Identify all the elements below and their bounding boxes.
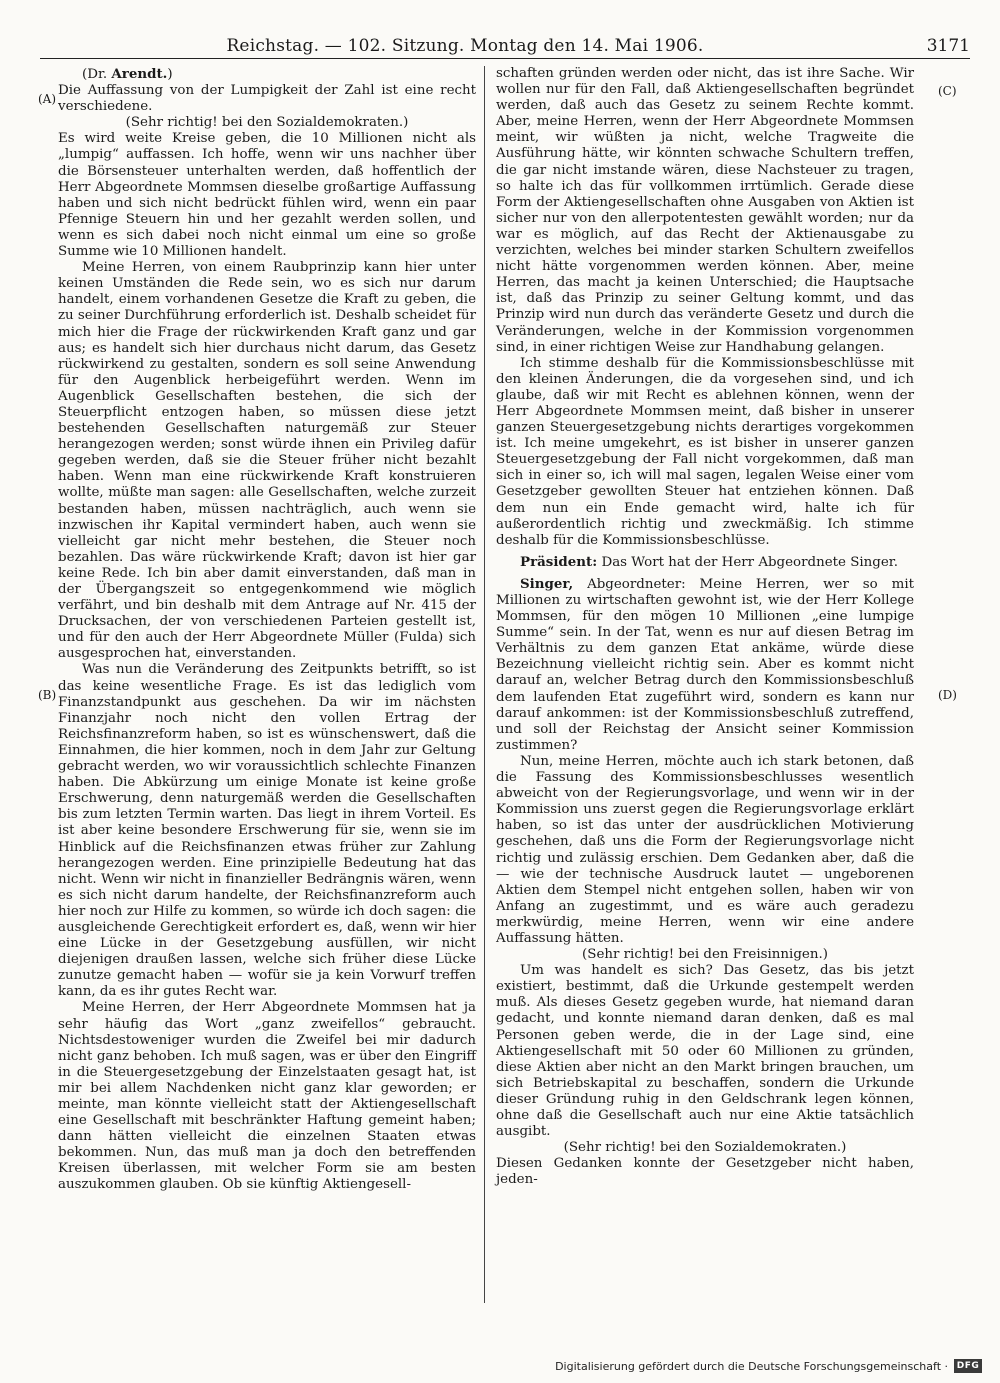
singer-text: Meine Herren, wer so mit Millionen zu wirtschaften gewohnt ist, wie der Herr Kollege Mommsen, für den mögen 10 Millionen „eine lumpige Summe“ sein. In der Tat, wenn es nur auf diesen Betrag im Verhältnis zu dem ganzen Etat ankäme, würde diese Bezeichnung vielleicht richtig sein. Aber es kommt nicht darauf an, welcher Betrag durch den Kommissionsbeschluß dem laufenden Etat zugeführt wird, sondern es kann nur darauf ankommen: ist der Kommissionsbeschluß zutreffend, und soll der Reichstag der Ansicht seiner Kommission zustimmen? [496,576,914,753]
speaker-tag-suffix: ) [167,67,173,82]
president-text: Das Wort hat der Herr Abgeordnete Singer. [601,554,898,570]
paragraph: Diesen Gedanken konnte der Gesetzgeber nicht haben, jeden- [496,1156,914,1188]
paragraph: Nun, meine Herren, möchte auch ich stark betonen, daß die Fassung des Kommissionsbeschlusses wesentlich abweicht von der Regierungsvorlage, und wenn wir in der Kommission uns zuerst gegen die Regierungsvorlage erklärt haben, so ist das unter der ausdrücklichen Motivierung geschehen, daß uns die Form der Regierungsvorlage nicht richtig und zulässig erschien. Dem Gedanken aber, daß die — wie der technische Ausdruck lautet — ungeborenen Aktien dem Stempel nicht entgehen sollen, haben wir von Anfang an zugestimmt, und es wäre auch geradezu merkwürdig, meine Herren, wenn wir eine andere Auffassung hätten. [496,753,914,946]
speaker-tag-prefix: (Dr. [82,67,108,82]
president-label: Präsident: [520,553,598,570]
interjection: (Sehr richtig! bei den Freisinnigen.) [582,947,828,963]
margin-mark-d: (D) [938,688,957,702]
interjection: (Sehr richtig! bei den Sozialdemokraten.) [125,115,409,131]
singer-label: Singer, [520,575,574,592]
paragraph: Meine Herren, von einem Raubprinzip kann hier unter keinen Umständen die Rede sein, wo es sich nur darum handelt, einem vorhandenen Gesetze die Kraft zu geben, die zu seiner Durchführung erforderlich ist. Deshalb scheidet für mich hier die Frage der rückwirkenden Kraft ganz und gar aus; es handelt sich hier durchaus nicht darum, das Gesetz rückwirkend zu gestalten, sondern es soll seine Anwendung für den Augenblick herbeigeführt werden. Wenn im Augenblick Gesellschaften bestehen, die sich der Steuerpflicht entzogen haben, so müssen diese jetzt bestehenden Gesellschaften naturgemäß zur Steuer herangezogen werden; sonst würde ihnen ein Privileg dafür gegeben werden, daß sie die Steuer früher nicht bezahlt haben. Wenn man eine rückwirkende Kraft konstruieren wollte, müßte man sagen: alle Gesellschaften, welche zurzeit bestanden haben, müssen nachträglich, auch wenn sie inzwischen ihr Kapital vermindert haben, auch wenn sie vielleicht gar nicht mehr bestehen, die Steuer noch bezahlen. Das wäre rückwirkende Kraft; davon ist hier gar keine Rede. Ich bin aber damit einverstanden, daß man in der Übergangszeit so entgegenkommend wie möglich verfährt, und bin deshalb mit dem Antrage auf Nr. 415 der Drucksachen, der von verschiedenen Parteien gestellt ist, und für den auch der Herr Abgeordnete Müller (Fulda) sich ausgesprochen hat, einverstanden. [58,260,476,662]
paragraph: Ich stimme deshalb für die Kommissionsbeschlüsse mit den kleinen Änderungen, die da vorgesehen sind, und ich glaube, daß wir mit Recht es ablehnen können, wenn der Herr Abgeordnete Mommsen meint, daß bisher in unserer ganzen Steuergesetzgebung nichts derartiges vorgekommen ist. Ich meine umgekehrt, es ist bisher in unserer ganzen Steuergesetzgebung der Fall nicht vorgekommen, daß man sich in einer so, ich will mal sagen, legalen Weise einer vom Gesetzgeber gewollten Steuer hat entziehen können. Daß dem nun ein Ende gemacht wird, halte ich für außerordentlich richtig und zweckmäßig. Ich stimme deshalb für die Kommissionsbeschlüsse. [496,355,914,548]
footer-text: Digitalisierung gefördert durch die Deutsche Forschungsgemeinschaft · [555,1359,948,1373]
margin-mark-b: (B) [38,688,57,702]
speaker-tag [58,66,476,83]
paragraph: Es wird weite Kreise geben, die 10 Millionen nicht als „lumpig“ auffassen. Ich hoffe, wenn wir uns nachher über die Börsensteuer unterhalten werden, daß hoffentlich der Herr Abgeordnete Mommsen dieselbe großartige Auffassung haben und sich nicht bedrückt fühlen wird, wenn ein paar Pfennige Steuern hin und her gezahlt werden sollen, und wenn es sich dabei noch nicht einmal um eine so große Summe wie 10 Millionen handelt. [58,131,476,260]
singer-role: Abgeordneter: [587,576,686,592]
page-number: 3171 [926,36,970,56]
left-column [58,66,476,1194]
margin-mark-a: (A) [38,92,57,106]
paragraph: Um was handelt es sich? Das Gesetz, das bis jetzt existiert, bestimmt, daß die Urkunde gestempelt werden muß. Als dieses Gesetz gegeben wurde, hat niemand daran gedacht, und konnte niemand daran denken, daß es mal Personen geben werde, die in der Lage sind, eine Aktiengesellschaft mit 50 oder 60 Millionen zu gründen, diese Aktien aber nicht an den Markt bringen brauchen, um sich Betriebskapital zu beschaffen, sondern die Urkunde dieser Gründung ruhig in den Geldschrank legen können, ohne daß die Gesellschaft auch nur eine Aktie tatsächlich ausgibt. [496,963,914,1140]
digitization-footer [555,1359,982,1373]
president-statement [496,554,914,571]
paragraph: Meine Herren, der Herr Abgeordnete Mommsen hat ja sehr häufig das Wort „ganz zweifellos“ gebraucht. Nichtsdestoweniger wurden die Zweifel bei mir dadurch nicht ganz behoben. Ich muß sagen, was er über den Eingriff in die Steuergesetzgebung der Einzelstaaten gesagt hat, ist mir bei allem Nachdenken nicht ganz klar geworden; er meinte, man könnte vielleicht statt der Aktiengesellschaft eine Gesellschaft mit beschränkter Haftung gemeint haben; dann hätten vielleicht die einzelnen Staaten etwas bekommen. Nun, das muß man ja doch den betreffenden Kreisen überlassen, mit welcher Form sie am besten auszukommen glauben. Ob sie künftig Aktiengesell- [58,1000,476,1193]
paragraph: Was nun die Veränderung des Zeitpunkts betrifft, so ist das keine wesentliche Frage. Es ist das lediglich vom Finanzstandpunkt aus geschehen. Da wir im nächsten Finanzjahr noch nicht den vollen Ertrag der Reichsfinanzreform haben, so ist es wünschenswert, daß die Einnahmen, die hier kommen, noch in dem Jahr zur Geltung gebracht werden, wo wir voraussichtlich schlechte Finanzen haben. Die Abkürzung um einige Monate ist keine große Erschwerung, denn naturgemäß werden die Gesellschaften bis zum letzten Termin warten. Das liegt in ihrem Vorteil. Es ist aber keine besondere Erschwerung für sie, wenn sie im Hinblick auf die Reichsfinanzen etwas früher zur Zahlung herangezogen werden. Eine prinzipielle Bedeutung hat das nicht. Wenn wir nicht in finanzieller Bedrängnis wären, wenn es sich nicht darum handelte, der Reichsfinanzreform auch hier noch zur Hilfe zu kommen, so würde ich doch sagen: die ausgleichende Gerechtigkeit erfordert es, daß, wenn wir hier eine Lücke in der Gesetzgebung ausfüllen, wir nicht diejenigen draußen lassen, welche sich früher diese Lücke zunutze gemacht haben — wofür sie ja kein Vorwurf treffen kann, da es ihr gutes Recht war. [58,662,476,1000]
paragraph: schaften gründen werden oder nicht, das ist ihre Sache. Wir wollen nur für den Fall, daß Aktiengesellschaften begründet werden, daß auch das Gesetz zu seinem Rechte kommt. Aber, meine Herren, wenn der Herr Abgeordnete Mommsen meint, wir wüßten ja nicht, welche Tragweite die Ausführung hätte, wir könnten schwache Schultern treffen, die gar nicht imstande wären, diese Nachsteuer zu tragen, so halte ich das für vollkommen irrtümlich. Gerade diese Form der Aktiengesellschaften ohne Ausgaben von Aktien ist sicher nur von den allerpotentesten gewählt worden; nur da war es möglich, auf das Recht der Aktienausgabe zu verzichten, welches bei minder starken Schultern zweifellos nicht hätte vorgenommen werden können. Aber, meine Herren, das macht ja keinen Unterschied; die Hauptsache ist, daß das Prinzip zu seiner Geltung kommt, und das Prinzip wird nun durch das veränderte Gesetz und durch die Veränderungen, welche in der Kommission vorgenommen sind, in einer richtigen Weise zur Handhabung gelangen. [496,66,914,355]
running-head: Reichstag. — 102. Sitzung. Montag den 14. Mai 1906. [226,36,704,56]
interjection: (Sehr richtig! bei den Sozialdemokraten.) [563,1140,847,1156]
margin-mark-c: (C) [938,84,957,98]
column-divider [484,66,485,1303]
right-column [496,66,914,1188]
dfg-logo-icon: DFG [954,1359,982,1373]
singer-speech [496,576,914,754]
paragraph: Die Auffassung von der Lumpigkeit der Zahl ist eine recht verschiedene. [58,83,476,115]
speaker-tag-name: Arendt. [111,66,168,82]
page-header [40,30,970,59]
